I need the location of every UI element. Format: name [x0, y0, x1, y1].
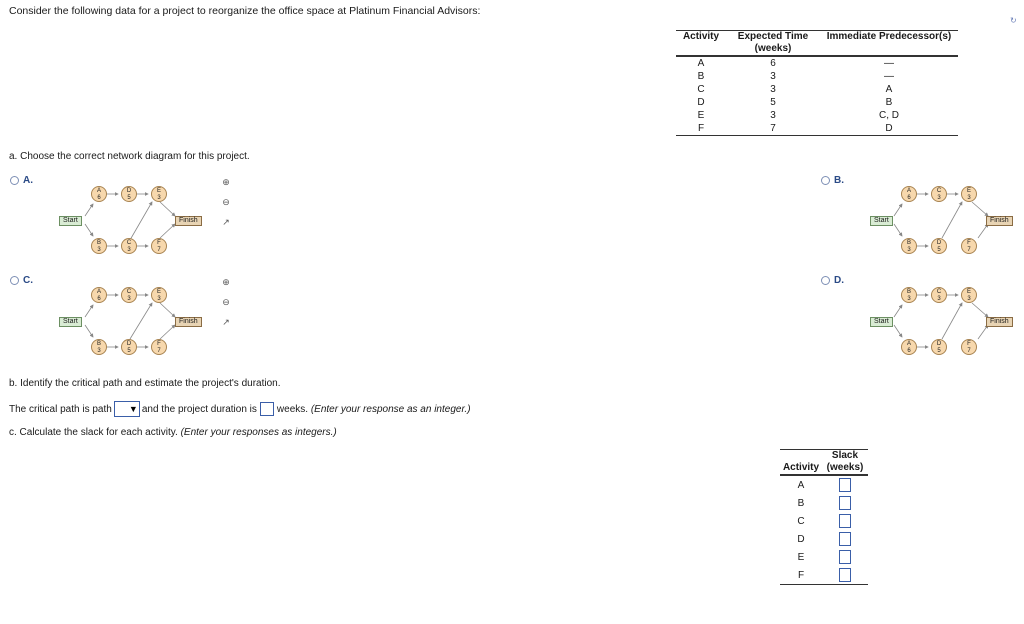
header-expected-time-line2: (weeks)	[754, 43, 792, 54]
cell-activity: A	[697, 58, 705, 69]
header-expected-time-line1: Expected Time	[737, 31, 809, 42]
node-time: 6	[97, 195, 101, 201]
cell-time: 3	[770, 71, 776, 82]
slack-input-d[interactable]	[839, 532, 851, 546]
option-b-radio-group[interactable]	[821, 175, 844, 186]
node-time: 3	[127, 247, 131, 253]
zoom-out-icon[interactable]: ⊖	[222, 297, 230, 307]
project-data-table	[676, 30, 958, 136]
slack-input-f[interactable]	[839, 568, 851, 582]
activity-node	[91, 287, 107, 303]
header-expected-time	[726, 31, 820, 57]
slack-activity: D	[797, 533, 805, 545]
node-label: C	[126, 240, 132, 246]
node-label: B	[96, 341, 101, 347]
cell-time: 5	[770, 97, 776, 108]
table-row	[676, 96, 958, 109]
node-label: F	[967, 240, 971, 246]
cell-activity: C	[697, 84, 705, 95]
activity-node	[931, 238, 947, 254]
activity-node	[931, 186, 947, 202]
option-c-label: C.	[23, 275, 33, 286]
node-time: 5	[937, 247, 941, 253]
slack-input-e[interactable]	[839, 550, 851, 564]
cell-time: 6	[770, 58, 776, 69]
table-row	[676, 83, 958, 96]
slack-activity: E	[797, 551, 805, 563]
node-time: 7	[157, 348, 161, 354]
node-label: F	[967, 341, 971, 347]
node-time: 7	[157, 247, 161, 253]
question-b: b. Identify the critical path and estimate the project's duration.	[9, 378, 281, 389]
finish-node: Finish	[175, 317, 202, 327]
diagram-a	[55, 180, 235, 260]
node-time: 7	[967, 348, 971, 354]
question-c-note: (Enter your responses as integers.)	[180, 427, 337, 438]
option-a-radio[interactable]	[10, 176, 19, 185]
cell-pred: C, D	[879, 110, 899, 121]
node-time: 6	[97, 296, 101, 302]
cell-pred: —	[884, 58, 894, 69]
cell-pred: A	[885, 84, 893, 95]
finish-node: Finish	[175, 216, 202, 226]
node-time: 5	[127, 195, 131, 201]
cell-pred: —	[884, 71, 894, 82]
node-label: F	[157, 341, 161, 347]
external-link-icon[interactable]: ↗	[222, 217, 230, 227]
finish-node: Finish	[986, 216, 1013, 226]
node-label: E	[156, 188, 161, 194]
critical-path-prefix: The critical path is path	[9, 403, 112, 415]
table-row	[676, 122, 958, 136]
activity-node	[961, 339, 977, 355]
option-d-radio[interactable]	[821, 276, 830, 285]
cell-time: 7	[770, 123, 776, 134]
activity-node	[931, 287, 947, 303]
node-label: C	[936, 289, 942, 295]
slack-table	[780, 449, 868, 585]
slack-row	[780, 530, 868, 548]
start-node: Start	[59, 317, 82, 327]
node-time: 3	[907, 247, 911, 253]
table-row	[676, 56, 958, 70]
slack-row	[780, 548, 868, 566]
node-time: 3	[967, 296, 971, 302]
node-label: E	[966, 289, 971, 295]
activity-node	[91, 238, 107, 254]
node-time: 6	[907, 195, 911, 201]
node-label: A	[906, 188, 911, 194]
node-time: 3	[157, 296, 161, 302]
node-time: 3	[97, 247, 101, 253]
option-d-label: D.	[834, 275, 844, 286]
table-row	[676, 70, 958, 83]
activity-node	[151, 186, 167, 202]
slack-activity: A	[797, 479, 805, 491]
node-time: 3	[127, 296, 131, 302]
slack-header-line2: (weeks)	[826, 462, 864, 473]
table-row	[676, 109, 958, 122]
slack-row	[780, 512, 868, 530]
cell-pred: B	[885, 97, 893, 108]
node-time: 6	[907, 348, 911, 354]
external-link-icon[interactable]: ↗	[222, 317, 230, 327]
slack-activity: C	[797, 515, 805, 527]
activity-node	[91, 339, 107, 355]
node-label: B	[906, 240, 911, 246]
refresh-icon[interactable]: ↻	[1010, 16, 1017, 25]
node-label: D	[936, 341, 942, 347]
critical-path-middle: and the project duration is	[141, 403, 257, 415]
activity-node	[931, 339, 947, 355]
question-a: a. Choose the correct network diagram for this project.	[9, 151, 250, 162]
slack-row	[780, 475, 868, 494]
cell-activity: F	[697, 123, 705, 134]
node-time: 3	[937, 296, 941, 302]
activity-node	[151, 339, 167, 355]
diagram-b	[868, 180, 1018, 260]
activity-node	[151, 287, 167, 303]
slack-header-slack	[822, 450, 868, 476]
header-activity: Activity	[682, 31, 720, 42]
option-c-radio-group[interactable]	[10, 275, 33, 286]
option-a-radio-group[interactable]	[10, 175, 33, 186]
cell-activity: B	[697, 71, 705, 82]
option-b-label: B.	[834, 175, 844, 186]
node-time: 5	[127, 348, 131, 354]
node-label: A	[96, 289, 101, 295]
node-label: E	[156, 289, 161, 295]
node-label: C	[126, 289, 132, 295]
node-label: B	[96, 240, 101, 246]
node-label: E	[966, 188, 971, 194]
node-time: 3	[967, 195, 971, 201]
option-c-radio[interactable]	[10, 276, 19, 285]
diagram-d	[868, 281, 1018, 361]
option-b-radio[interactable]	[821, 176, 830, 185]
node-label: D	[936, 240, 942, 246]
node-time: 3	[97, 348, 101, 354]
activity-node	[121, 339, 137, 355]
node-label: A	[96, 188, 101, 194]
question-c-main: c. Calculate the slack for each activity.	[9, 427, 178, 438]
cell-time: 3	[770, 84, 776, 95]
slack-input-b[interactable]	[839, 496, 851, 510]
zoom-in-icon[interactable]: ⊕	[222, 177, 230, 187]
zoom-out-icon[interactable]: ⊖	[222, 197, 230, 207]
slack-row	[780, 566, 868, 585]
critical-path-note: (Enter your response as an integer.)	[310, 403, 471, 415]
node-time: 3	[907, 296, 911, 302]
diagram-a-arrows	[55, 180, 235, 260]
option-a-label: A.	[23, 175, 33, 186]
slack-header-line1: Slack	[831, 450, 859, 461]
activity-node	[121, 186, 137, 202]
critical-path-suffix: weeks.	[276, 403, 309, 415]
slack-activity: B	[797, 497, 805, 509]
slack-activity: F	[797, 569, 805, 581]
activity-node	[151, 238, 167, 254]
activity-node	[901, 186, 917, 202]
slack-header-activity: Activity	[782, 462, 820, 473]
critical-path-dropdown[interactable]	[114, 401, 140, 417]
activity-node	[961, 287, 977, 303]
node-label: B	[906, 289, 911, 295]
start-node: Start	[59, 216, 82, 226]
node-time: 5	[937, 348, 941, 354]
option-d-radio-group[interactable]	[821, 275, 844, 286]
slack-input-c[interactable]	[839, 514, 851, 528]
activity-node	[901, 238, 917, 254]
node-label: F	[157, 240, 161, 246]
diagram-c-arrows	[55, 281, 235, 361]
activity-node	[961, 238, 977, 254]
cell-activity: E	[697, 110, 705, 121]
slack-input-a[interactable]	[839, 478, 851, 492]
diagram-c	[55, 281, 235, 361]
start-node: Start	[870, 317, 893, 327]
node-label: D	[126, 188, 132, 194]
node-label: C	[936, 188, 942, 194]
slack-row	[780, 494, 868, 512]
node-label: D	[126, 341, 132, 347]
duration-input[interactable]	[260, 402, 274, 416]
critical-path-line	[9, 401, 471, 417]
cell-pred: D	[885, 123, 893, 134]
node-time: 3	[157, 195, 161, 201]
cell-activity: D	[697, 97, 705, 108]
activity-node	[121, 287, 137, 303]
zoom-in-icon[interactable]: ⊕	[222, 277, 230, 287]
intro-text: Consider the following data for a project to reorganize the office space at Platinum Financial Advisors:	[9, 5, 481, 17]
activity-node	[121, 238, 137, 254]
node-time: 7	[967, 247, 971, 253]
activity-node	[91, 186, 107, 202]
cell-time: 3	[770, 110, 776, 121]
question-c	[9, 427, 337, 438]
finish-node: Finish	[986, 317, 1013, 327]
activity-node	[961, 186, 977, 202]
node-label: A	[906, 341, 911, 347]
header-predecessor: Immediate Predecessor(s)	[826, 31, 952, 42]
start-node: Start	[870, 216, 893, 226]
activity-node	[901, 339, 917, 355]
node-time: 3	[937, 195, 941, 201]
activity-node	[901, 287, 917, 303]
chevron-down-icon: ▼	[128, 404, 138, 414]
